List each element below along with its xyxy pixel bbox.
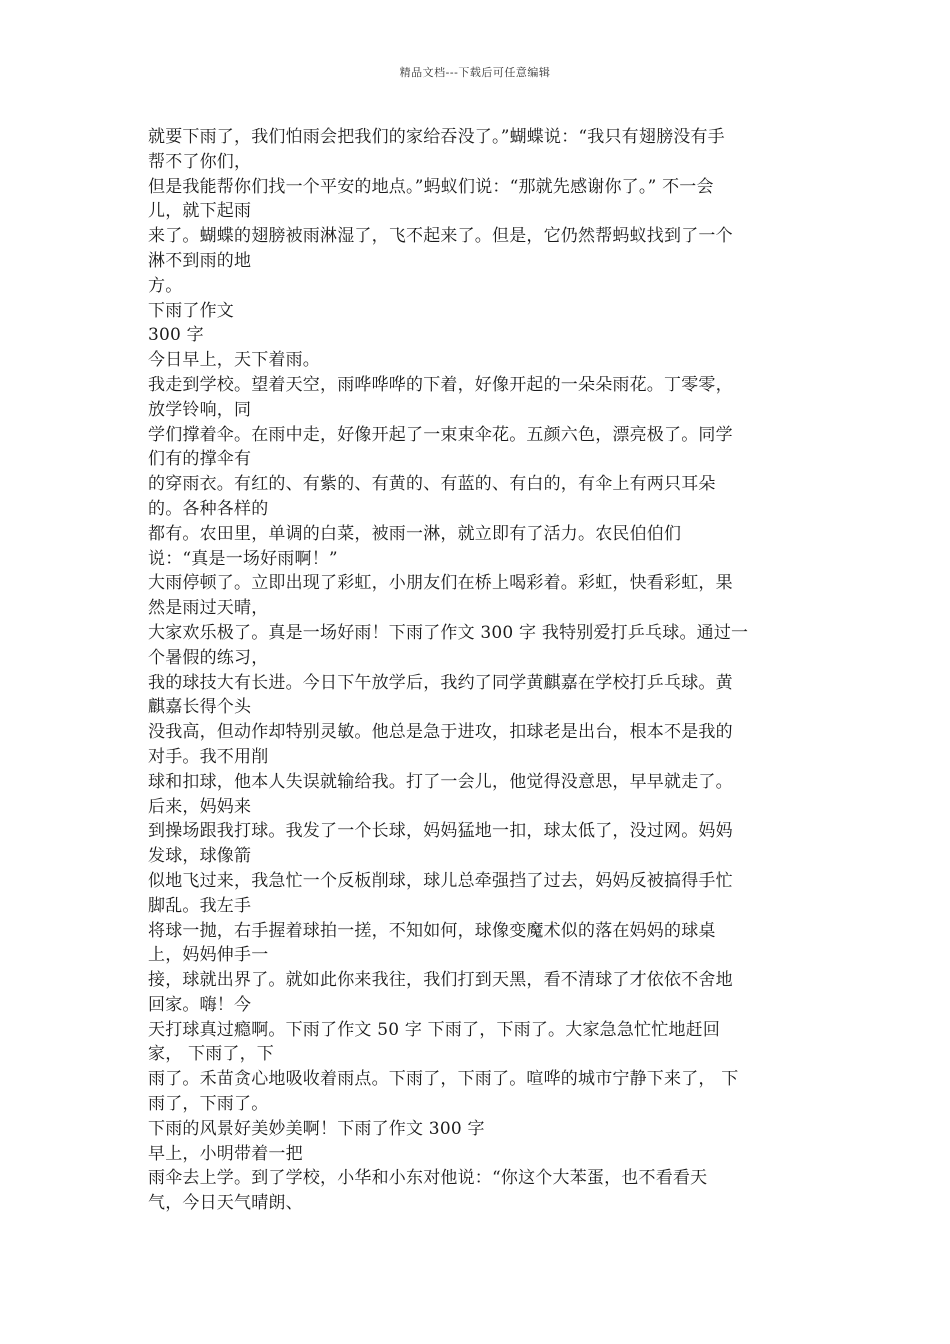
text-line: 淋不到雨的地: [148, 250, 252, 271]
text-line: 的穿雨衣。有红的、有紫的、有黄的、有蓝的、有白的，有伞上有两只耳朵: [148, 474, 716, 495]
text-line: 们有的撑伞有: [148, 449, 252, 470]
text-line: 脚乱。我左手: [148, 895, 252, 916]
text-line: 方。: [148, 275, 183, 296]
page-header: 精品文档---下载后可任意编辑: [399, 66, 551, 79]
text-line: 的。各种各样的: [148, 498, 269, 519]
text-line: 我走到学校。望着天空，雨哗哗哗的下着，好像开起的一朵朵雨花。丁零零，: [148, 374, 733, 395]
text-line: 雨了。禾苗贪心地吸收着雨点。下雨了，下雨了。喧哗的城市宁静下来了， 下: [148, 1069, 739, 1090]
text-line: 来了。蝴蝶的翅膀被雨淋湿了，飞不起来了。但是，它仍然帮蚂蚁找到了一个: [148, 226, 733, 247]
text-line: 就要下雨了，我们怕雨会把我们的家给吞没了。”蝴蝶说：“我只有翅膀没有手: [148, 127, 725, 147]
text-line: 天打球真过瘾啊。下雨了作文 50 字 下雨了，下雨了。大家急急忙忙地赶回: [148, 1019, 721, 1040]
text-line: 对手。我不用削: [148, 746, 269, 767]
text-line: 然是雨过天晴，: [148, 598, 269, 619]
text-line: 都有。农田里，单调的白菜，被雨一淋，就立即有了活力。农民伯伯们: [148, 523, 682, 544]
text-line: 儿，就下起雨: [148, 201, 252, 222]
section-subtitle: 300 字: [148, 325, 204, 346]
text-line: 但是我能帮你们找一个平安的地点。”蚂蚁们说：“那就先感谢你了。” 不一会: [148, 176, 714, 197]
text-line: 球和扣球，他本人失误就输给我。打了一会儿，他觉得没意思，早早就走了。: [148, 771, 733, 792]
text-line: 学们撑着伞。在雨中走，好像开起了一束束伞花。五颜六色，漂亮极了。同学: [148, 424, 733, 445]
text-line: 发球，球像箭: [148, 846, 252, 867]
text-line: 似地飞过来，我急忙一个反板削球，球儿总牵强挡了过去，妈妈反被搞得手忙: [148, 870, 733, 891]
text-line: 我的球技大有长进。今日下午放学后，我约了同学黄麒嘉在学校打乒乓球。黄: [148, 672, 733, 693]
text-line: 雨了，下雨了。: [148, 1094, 269, 1115]
text-line: 放学铃响，同: [148, 399, 252, 420]
text-line: 大家欢乐极了。真是一场好雨！下雨了作文 300 字 我特别爱打乒乓球。通过一: [148, 622, 749, 643]
text-line: 接，球就出界了。就如此你来我往，我们打到天黑，看不清球了才依依不舍地: [148, 970, 733, 991]
text-line: 麒嘉长得个头: [148, 697, 252, 718]
text-line: 到操场跟我打球。我发了一个长球，妈妈猛地一扣，球太低了，没过网。妈妈: [148, 821, 733, 842]
text-line: 帮不了你们，: [148, 151, 252, 172]
text-line: 后来，妈妈来: [148, 796, 252, 817]
text-line: 早上，小明带着一把: [148, 1143, 303, 1164]
document-body: [148, 125, 810, 1216]
text-line: 上，妈妈伸手一: [148, 945, 269, 966]
text-line: 气，今日天气晴朗、: [148, 1193, 303, 1214]
text-line: 雨伞去上学。到了学校，小华和小东对他说：“你这个大苯蛋，也不看看天: [148, 1168, 708, 1189]
text-line: 回家。嗨！今: [148, 994, 252, 1015]
text-line: 大雨停顿了。立即出现了彩虹，小朋友们在桥上喝彩着。彩虹，快看彩虹，果: [148, 573, 733, 594]
text-line: 家， 下雨了，下: [148, 1044, 275, 1065]
text-line: 没我高，但动作却特别灵敏。他总是急于进攻，扣球老是出台，根本不是我的: [148, 722, 733, 743]
text-line: 将球一抛，右手握着球拍一搓，不知如何，球像变魔术似的落在妈妈的球桌: [148, 920, 716, 941]
text-line: 个暑假的练习，: [148, 647, 269, 668]
text-line: 今日早上，天下着雨。: [148, 350, 320, 371]
text-line: 下雨的风景好美妙美啊！下雨了作文 300 字: [148, 1118, 485, 1139]
text-line: 说：“真是一场好雨啊！”: [148, 548, 338, 569]
section-title: 下雨了作文: [148, 300, 234, 321]
